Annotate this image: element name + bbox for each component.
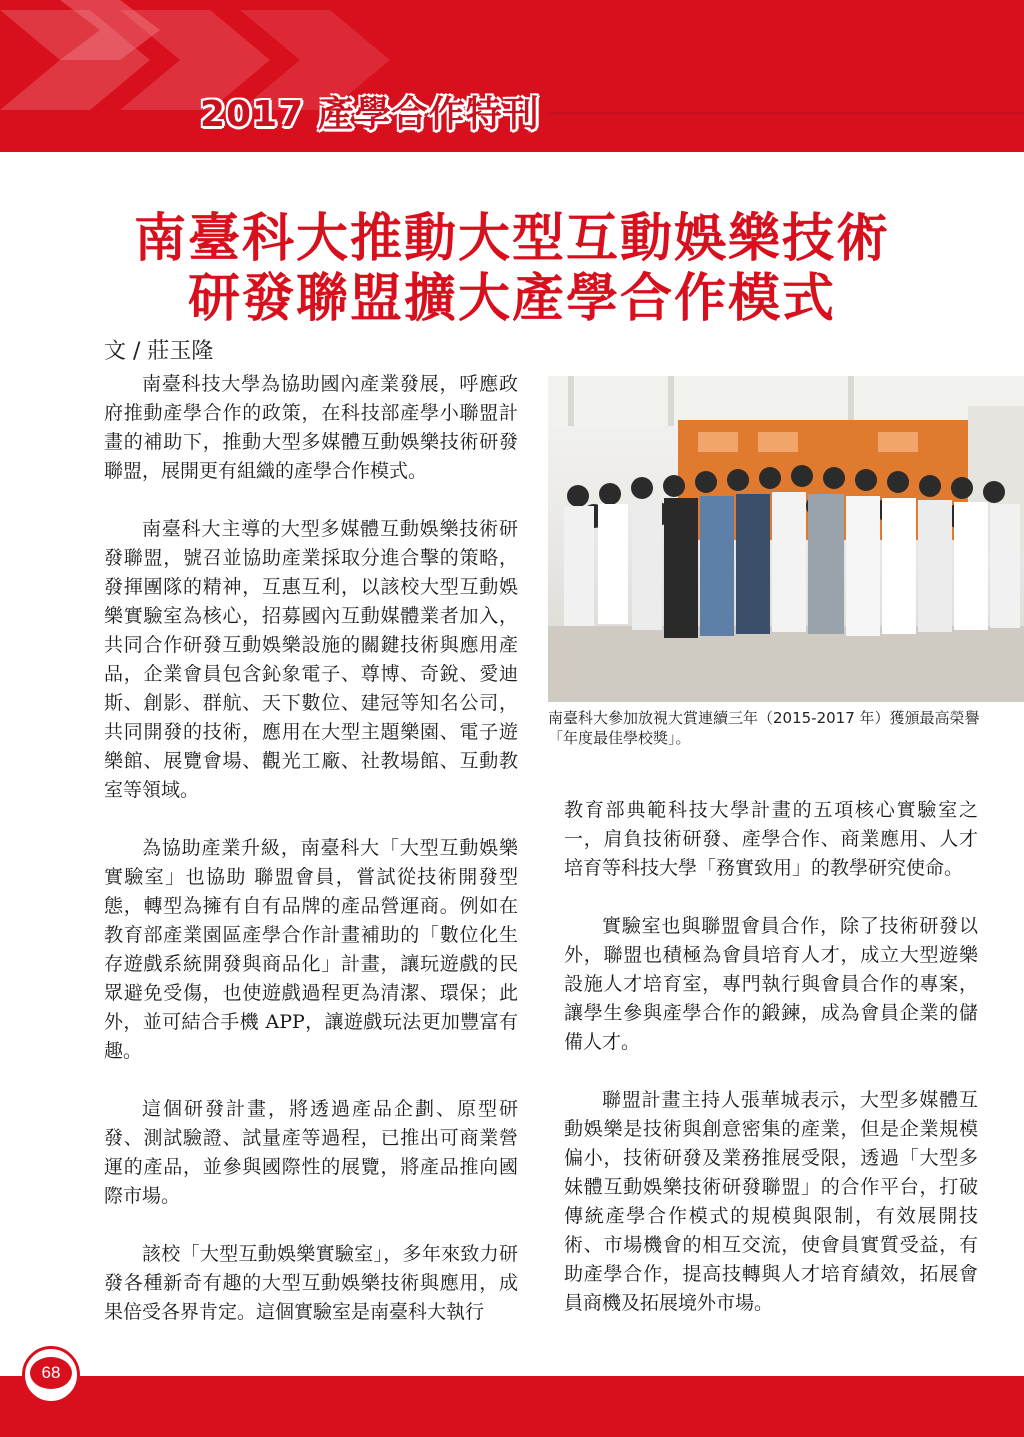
paragraph: 教育部典範科技大學計畫的五項核心實驗室之一，肩負技術研發、產學合作、商業應用、人才培育等科技大學「務實致用」的教學研究使命。 xyxy=(564,799,978,879)
issue-title: 2017 產學合作特刊 xyxy=(200,94,540,135)
headline-line-2: 研發聯盟擴大產學合作模式 xyxy=(187,269,836,329)
right-column xyxy=(564,796,978,1347)
footer-band xyxy=(0,1376,1024,1437)
paragraph: 南臺科技大學為協助國內產業發展，呼應政府推動產學合作的政策，在科技部產學小聯盟計畫的補助下，推動大型多媒體互動娛樂技術研發聯盟，展開更有組織的產學合作模式。 xyxy=(104,373,518,482)
paragraph: 南臺科大主導的大型多媒體互動娛樂技術研發聯盟，號召並協助產業採取分進合擊的策略，發揮團隊的精神，互惠互利，以該校大型互動娛樂實驗室為核心，招募國內互動媒體業者加入，共同合作研發互動娛樂設施的關鍵技術與應用產品，企業會員包含鈊象電子、尊博、奇銳、愛迪斯、創影、群航、天下數位、建冠等知名公司，共同開發的技術，應用在大型主題樂園、電子遊樂館、展覽會場、觀光工廠、社教場館、互動教室等領域。 xyxy=(104,518,518,801)
paragraph: 為協助產業升級，南臺科大「大型互動娛樂實驗室」也協助 聯盟會員，嘗試從技術開發型態，轉型為擁有自有品牌的產品營運商。例如在教育部產業園區產學合作計畫補助的「數位化生存遊戲系統開發與商品化」計畫，讓玩遊戲的民眾避免受傷，也使遊戲過程更為清潔、環保；此外，並可結合手機 APP，讓遊戲玩法更加豐富有趣。 xyxy=(104,837,518,1062)
photo-caption: 南臺科大參加放視大賞連續三年（2015-2017 年）獲頒最高榮譽「年度最佳學校獎」。 xyxy=(548,709,980,747)
paragraph: 該校「大型互動娛樂實驗室」，多年來致力研發各種新奇有趣的大型互動娛樂技術與應用，成果倍受各界肯定。這個實驗室是南臺科大執行 xyxy=(104,1243,518,1323)
byline: 文 / 莊玉隆 xyxy=(104,339,214,364)
page-number: 68 xyxy=(30,1357,72,1389)
headline-line-1: 南臺科大推動大型互動娛樂技術 xyxy=(133,209,890,269)
header-rule xyxy=(548,112,1024,115)
paragraph: 實驗室也與聯盟會員合作，除了技術研發以外，聯盟也積極為會員培育人才，成立大型遊樂設施人才培育室，專門執行與會員合作的專案，讓學生參與產學合作的鍛鍊，成為會員企業的儲備人才。 xyxy=(564,915,978,1053)
paragraph: 聯盟計畫主持人張華城表示，大型多媒體互動娛樂是技術與創意密集的產業，但是企業規模偏小，技術研發及業務推展受限，透過「大型多妹體互動娛樂技術研發聯盟」的合作平台，打破傳統產學合作模式的規模與限制，有效展開技術、市場機會的相互交流，使會員實質受益，有助產學合作，提高技轉與人才培育績效，拓展會員商機及拓展境外市場。 xyxy=(564,1089,978,1314)
left-column xyxy=(104,370,518,1356)
paragraph: 這個研發計畫，將透過產品企劃、原型研發、測試驗證、試量產等過程，已推出可商業營運的產品，並參與國際性的展覽，將產品推向國際市場。 xyxy=(104,1098,518,1207)
group-photo xyxy=(548,376,1024,702)
photo-illustration xyxy=(548,376,1024,702)
